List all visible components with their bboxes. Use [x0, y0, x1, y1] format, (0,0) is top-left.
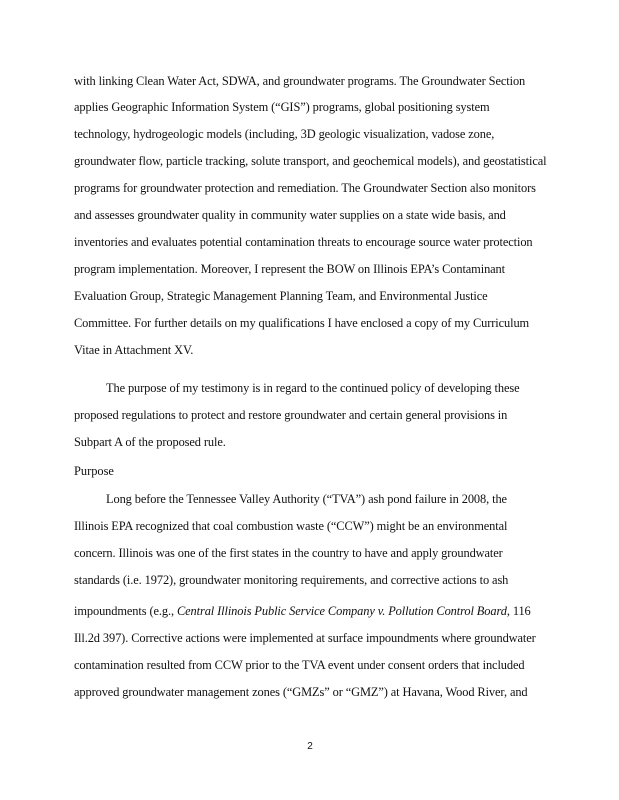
text-line: concern. Illinois was one of the first states in the country to have and apply groundwater: [74, 546, 503, 560]
text-line: Ill.2d 397). Corrective actions were implemented at surface impoundments where groundwater: [74, 631, 536, 645]
page-number: 2: [307, 741, 313, 752]
text-line: approved groundwater management zones (“GMZs” or “GMZ”) at Havana, Wood River, and: [74, 685, 528, 699]
text-line-with-citation: [74, 603, 531, 619]
text-line: Evaluation Group, Strategic Management Planning Team, and Environmental Justice: [74, 289, 488, 303]
text-line: Long before the Tennessee Valley Authority (“TVA”) ash pond failure in 2008, the: [106, 492, 507, 506]
text-line: groundwater flow, particle tracking, solute transport, and geochemical models), and geostatistical: [74, 154, 547, 168]
text-line: Vitae in Attachment XV.: [74, 343, 194, 357]
citation-prefix: impoundments (e.g.,: [74, 604, 177, 618]
text-line: proposed regulations to protect and restore groundwater and certain general provisions in: [74, 408, 508, 422]
text-line: Committee. For further details on my qualifications I have enclosed a copy of my Curriculum: [74, 316, 530, 330]
text-line: Subpart A of the proposed rule.: [74, 435, 226, 449]
section-heading: Purpose: [74, 464, 114, 478]
text-line: contamination resulted from CCW prior to the TVA event under consent orders that included: [74, 658, 525, 672]
text-line: Illinois EPA recognized that coal combustion waste (“CCW”) might be an environmental: [74, 519, 508, 533]
case-name: Central Illinois Public Service Company v. Pollution Control Board: [176, 604, 507, 618]
text-line: standards (i.e. 1972), groundwater monitoring requirements, and corrective actions to ash: [74, 573, 509, 587]
text-line: with linking Clean Water Act, SDWA, and groundwater programs. The Groundwater Section: [74, 74, 526, 88]
text-line: technology, hydrogeologic models (including, 3D geologic visualization, vadose zone,: [74, 127, 495, 141]
text-line: applies Geographic Information System (“GIS”) programs, global positioning system: [74, 100, 490, 114]
text-line: The purpose of my testimony is in regard to the continued policy of developing these: [106, 381, 520, 395]
text-line: inventories and evaluates potential contamination threats to encourage source water protection: [74, 235, 533, 249]
text-line: programs for groundwater protection and remediation. The Groundwater Section also monitors: [74, 181, 536, 195]
text-line: program implementation. Moreover, I represent the BOW on Illinois EPA’s Contaminant: [74, 262, 505, 276]
citation-suffix: , 116: [506, 604, 531, 618]
text-line: and assesses groundwater quality in community water supplies on a state wide basis, and: [74, 208, 506, 222]
